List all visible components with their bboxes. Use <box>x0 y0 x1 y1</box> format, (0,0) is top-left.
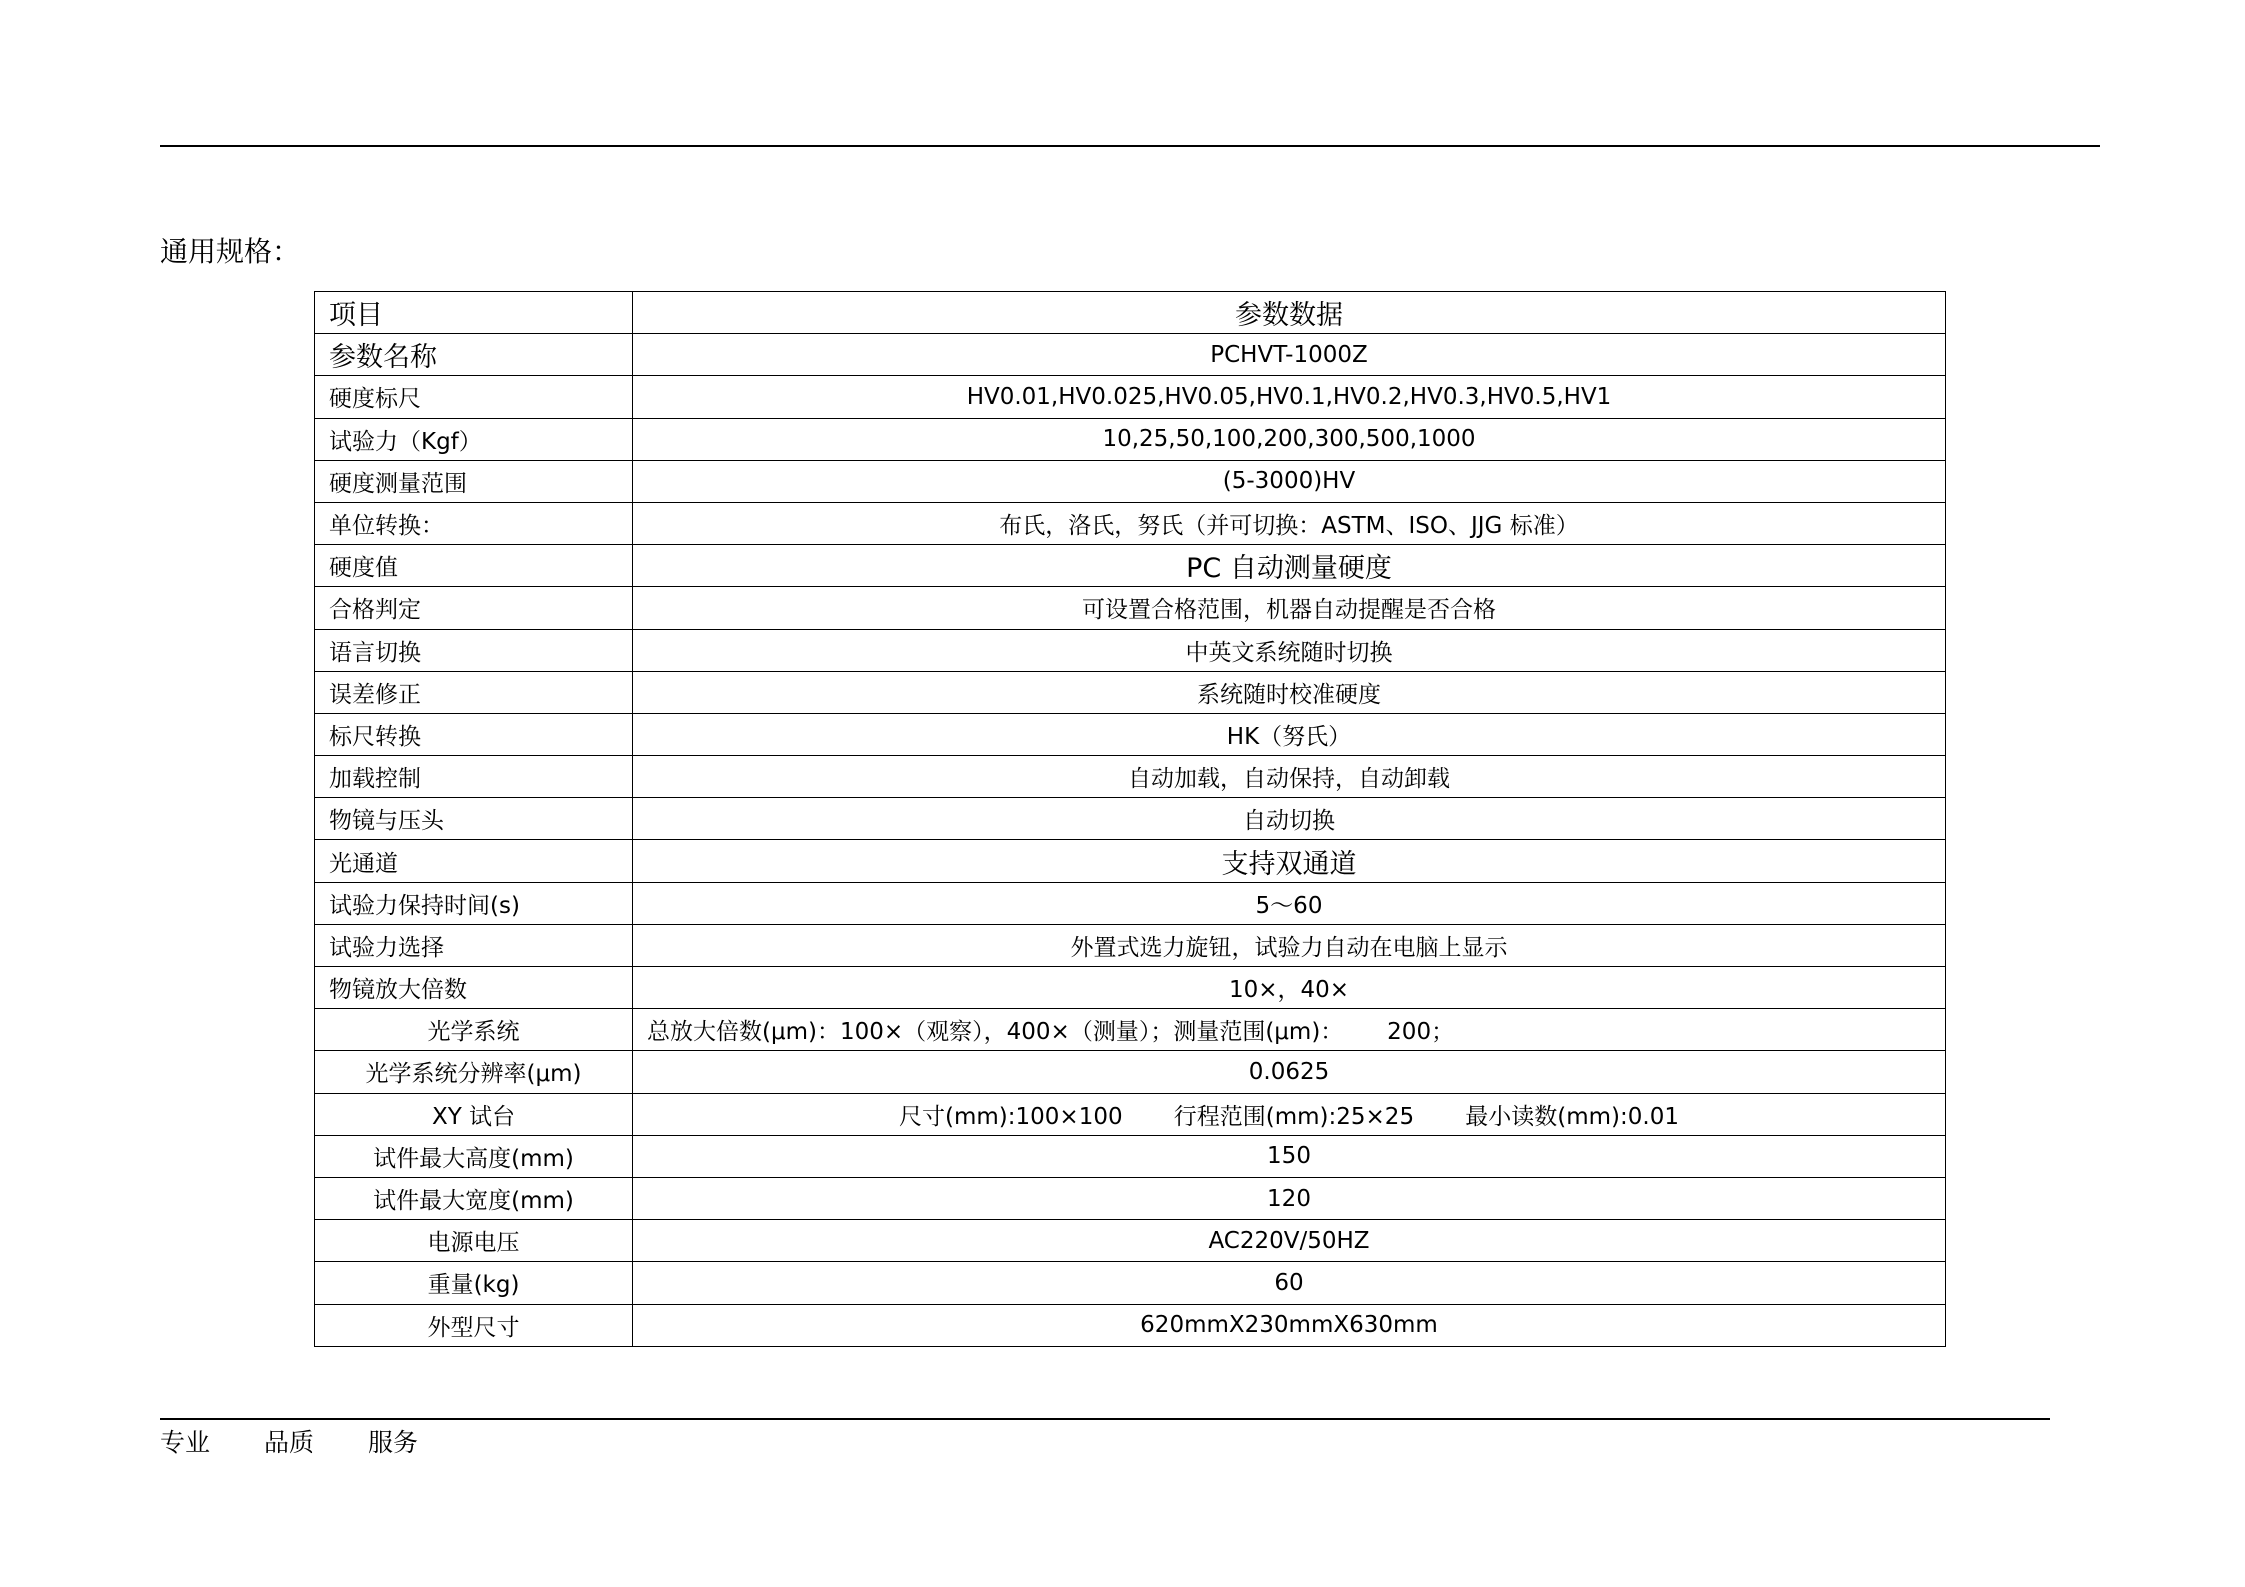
row-value: HV0.01,HV0.025,HV0.05,HV0.1,HV0.2,HV0.3,HV0.5,HV1 <box>633 376 1946 418</box>
table-row <box>315 1177 1946 1219</box>
row-value: 总放大倍数(μm)：100×（观察），400×（测量）；测量范围(μm)： 200； <box>633 1009 1946 1051</box>
section-title: 通用规格： <box>160 235 301 268</box>
footer-slogan <box>160 1425 464 1461</box>
footer-rule <box>160 1418 2050 1420</box>
row-value: HK（努氏） <box>633 713 1946 755</box>
row-value: 10,25,50,100,200,300,500,1000 <box>633 418 1946 460</box>
row-value: 可设置合格范围，机器自动提醒是否合格 <box>633 587 1946 629</box>
row-name: 物镜与压头 <box>315 798 633 840</box>
table-row <box>315 756 1946 798</box>
row-value: 尺寸(mm):100×100 行程范围(mm):25×25 最小读数(mm):0.01 <box>633 1093 1946 1135</box>
row-value: 10×，40× <box>633 967 1946 1009</box>
header-value-cell: 参数数据 <box>633 292 1946 334</box>
row-name: 单位转换： <box>315 502 633 544</box>
table-row <box>315 1051 1946 1093</box>
table-row <box>315 1262 1946 1304</box>
row-name: 重量(kg) <box>315 1262 633 1304</box>
row-value: 120 <box>633 1177 1946 1219</box>
row-name: 硬度值 <box>315 545 633 587</box>
row-name: 试件最大高度(mm) <box>315 1135 633 1177</box>
row-name: 误差修正 <box>315 671 633 713</box>
row-name: 合格判定 <box>315 587 633 629</box>
table-row <box>315 587 1946 629</box>
row-name: 加载控制 <box>315 756 633 798</box>
row-value: 620mmX230mmX630mm <box>633 1304 1946 1346</box>
row-value: 0.0625 <box>633 1051 1946 1093</box>
table-row <box>315 1009 1946 1051</box>
row-value: 布氏，洛氏，努氏（并可切换：ASTM、ISO、JJG 标准） <box>633 502 1946 544</box>
row-name: 试验力选择 <box>315 924 633 966</box>
header-rule <box>160 145 2100 147</box>
table-row <box>315 502 1946 544</box>
table-row <box>315 924 1946 966</box>
table-row <box>315 713 1946 755</box>
table-row <box>315 840 1946 882</box>
row-value: 60 <box>633 1262 1946 1304</box>
spec-table <box>314 291 1946 1347</box>
row-value: 系统随时校准硬度 <box>633 671 1946 713</box>
table-row <box>315 418 1946 460</box>
row-name: 光学系统分辨率(μm) <box>315 1051 633 1093</box>
row-name: 外型尺寸 <box>315 1304 633 1346</box>
row-value: 5～60 <box>633 882 1946 924</box>
table-row <box>315 1093 1946 1135</box>
header-name-cell: 项目 <box>315 292 633 334</box>
table-row <box>315 629 1946 671</box>
footer-item-service: 服务 <box>367 1428 418 1457</box>
table-row <box>315 334 1946 376</box>
footer-item-quality: 品质 <box>263 1428 314 1457</box>
row-name: XY 试台 <box>315 1093 633 1135</box>
row-name: 试件最大宽度(mm) <box>315 1177 633 1219</box>
row-name: 试验力保持时间(s) <box>315 882 633 924</box>
row-value: PC 自动测量硬度 <box>633 545 1946 587</box>
table-row <box>315 798 1946 840</box>
row-value: 自动切换 <box>633 798 1946 840</box>
table-row <box>315 882 1946 924</box>
row-name: 参数名称 <box>315 334 633 376</box>
row-name: 硬度测量范围 <box>315 460 633 502</box>
row-value: 150 <box>633 1135 1946 1177</box>
footer-item-professional: 专业 <box>160 1428 211 1457</box>
row-name: 光通道 <box>315 840 633 882</box>
row-name: 标尺转换 <box>315 713 633 755</box>
table-row <box>315 460 1946 502</box>
row-value: 自动加载，自动保持，自动卸载 <box>633 756 1946 798</box>
row-value: PCHVT-1000Z <box>633 334 1946 376</box>
row-name: 物镜放大倍数 <box>315 967 633 1009</box>
table-header-row <box>315 292 1946 334</box>
row-name: 硬度标尺 <box>315 376 633 418</box>
row-value: (5-3000)HV <box>633 460 1946 502</box>
table-row <box>315 967 1946 1009</box>
row-value: 支持双通道 <box>633 840 1946 882</box>
row-name: 电源电压 <box>315 1220 633 1262</box>
table-row <box>315 671 1946 713</box>
row-name: 语言切换 <box>315 629 633 671</box>
row-value: 中英文系统随时切换 <box>633 629 1946 671</box>
row-name: 试验力（Kgf） <box>315 418 633 460</box>
row-value: 外置式选力旋钮，试验力自动在电脑上显示 <box>633 924 1946 966</box>
table-row <box>315 1304 1946 1346</box>
table-row <box>315 1135 1946 1177</box>
row-value: AC220V/50HZ <box>633 1220 1946 1262</box>
table-row <box>315 1220 1946 1262</box>
table-row <box>315 376 1946 418</box>
row-name: 光学系统 <box>315 1009 633 1051</box>
table-row <box>315 545 1946 587</box>
